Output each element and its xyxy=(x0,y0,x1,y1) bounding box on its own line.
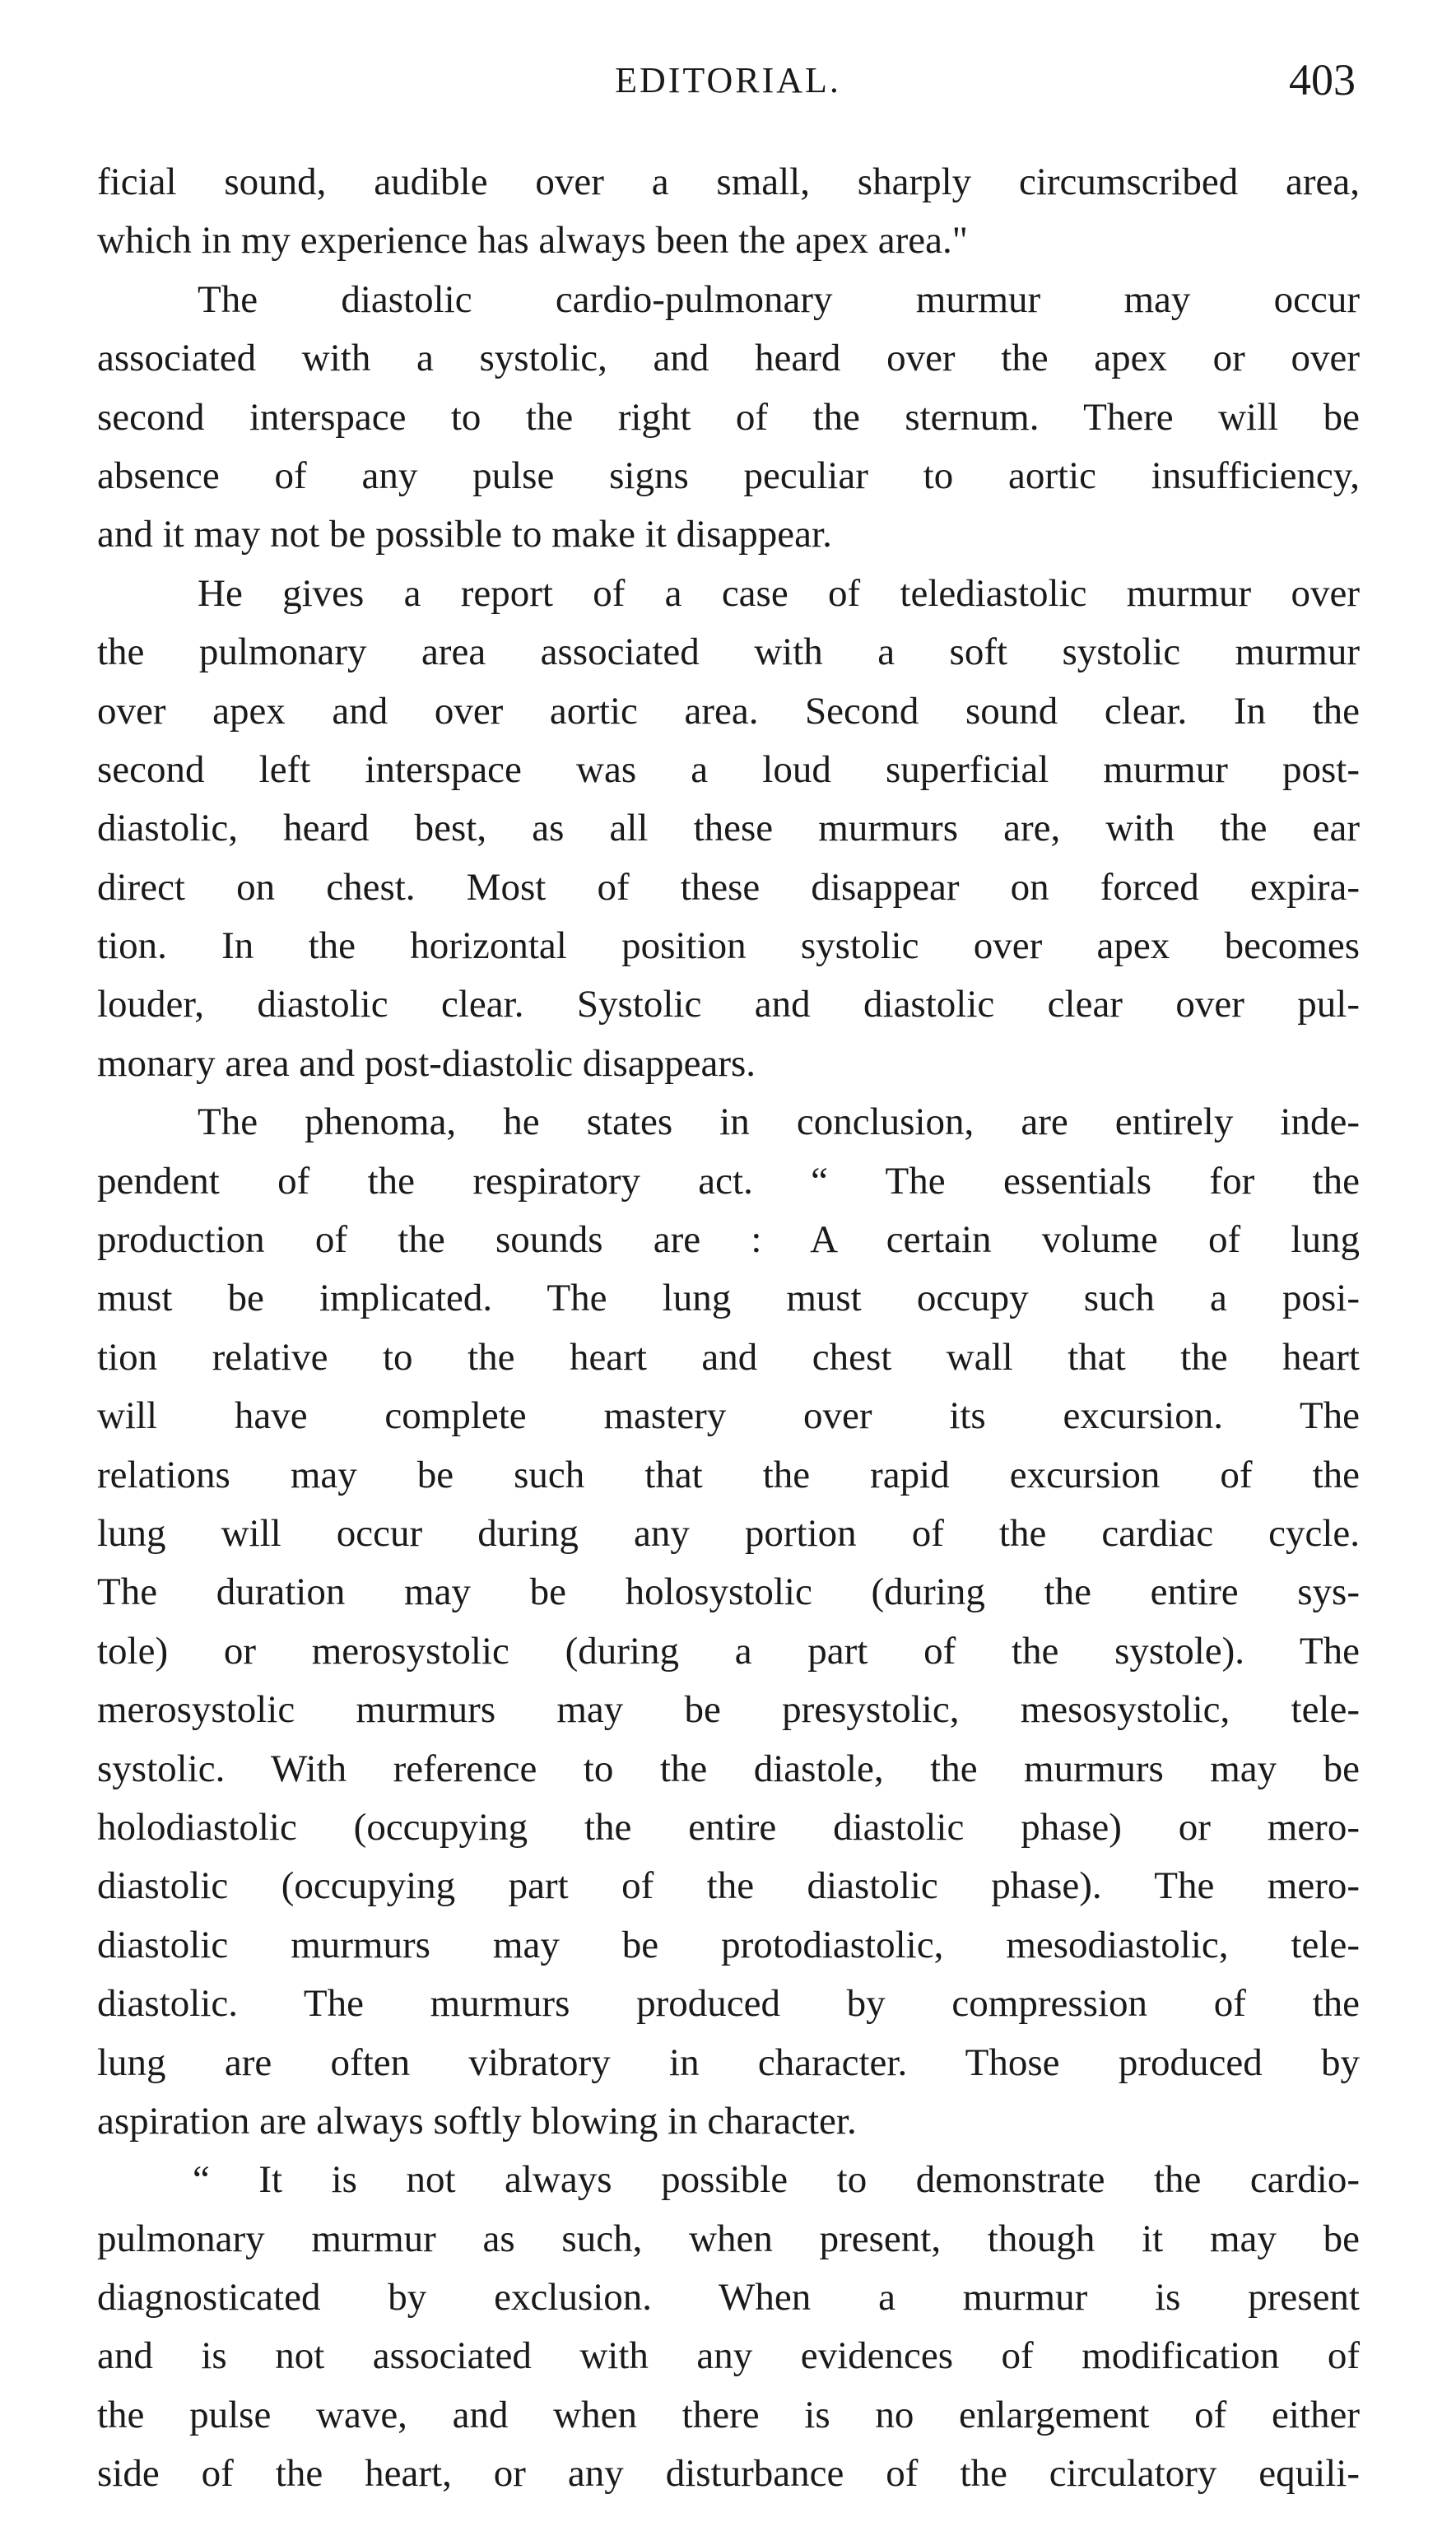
text-line: holodiastolic (occupying the entire diastolic phase) or mero- xyxy=(97,1805,1360,1849)
body-text xyxy=(97,153,1360,2504)
text-line: second interspace to the right of the sternum. There will be xyxy=(97,395,1360,439)
text-line: side of the heart, or any disturbance of the circulatory equili- xyxy=(97,2452,1360,2496)
text-line: must be implicated. The lung must occupy such a posi- xyxy=(97,1277,1360,1320)
text-line: the pulse wave, and when there is no enlargement of either xyxy=(97,2393,1360,2436)
text-line: and it may not be possible to make it disappear. xyxy=(97,513,832,556)
text-line: The duration may be holosystolic (during the entire sys- xyxy=(97,1570,1360,1614)
text-line: diastolic (occupying part of the diastolic phase). The mero- xyxy=(97,1864,1360,1908)
text-line: and is not associated with any evidences of modification of xyxy=(97,2334,1360,2378)
text-line: diastolic murmurs may be protodiastolic, mesodiastolic, tele- xyxy=(97,1923,1360,1966)
page-number: 403 xyxy=(1289,55,1356,105)
text-line: production of the sounds are : A certain volume of lung xyxy=(97,1218,1360,1262)
text-line: tole) or merosystolic (during a part of the systole). The xyxy=(97,1629,1360,1673)
text-line: tion. In the horizontal position systolic over apex becomes xyxy=(97,924,1360,968)
text-line: diastolic. The murmurs produced by compression of the xyxy=(97,1982,1360,2026)
text-line: absence of any pulse signs peculiar to aortic insufficiency, xyxy=(97,454,1360,497)
text-line: diastolic, heard best, as all these murmurs are, with the ear xyxy=(97,807,1360,850)
text-line: which in my experience has always been the apex area." xyxy=(97,219,968,263)
text-line: louder, diastolic clear. Systolic and diastolic clear over pul- xyxy=(97,983,1360,1026)
running-title: EDITORIAL. xyxy=(615,60,841,100)
text-line: tion relative to the heart and chest wall that the heart xyxy=(97,1335,1360,1379)
text-line: He gives a report of a case of telediastolic murmur over xyxy=(198,571,1360,615)
text-line: ficial sound, audible over a small, sharply circumscribed area, xyxy=(97,161,1360,203)
text-line: will have complete mastery over its excursion. The xyxy=(97,1394,1360,1438)
text-line: diagnosticated by exclusion. When a murmur is present xyxy=(97,2276,1360,2320)
text-line: merosystolic murmurs may be presystolic, mesosystolic, tele- xyxy=(97,1688,1360,1732)
running-head xyxy=(0,49,1456,115)
text-line: direct on chest. Most of these disappear on forced expira- xyxy=(97,865,1360,909)
text-line: The diastolic cardio-pulmonary murmur may occur xyxy=(198,277,1360,321)
text-line: monary area and post-diastolic disappears. xyxy=(97,1041,756,1085)
text-line: aspiration are always softly blowing in character. xyxy=(97,2099,857,2143)
text-line: lung are often vibratory in character. Those produced by xyxy=(97,2040,1360,2084)
text-line: pulmonary murmur as such, when present, though it may be xyxy=(97,2217,1360,2260)
text-line: associated with a systolic, and heard over the apex or over xyxy=(97,337,1360,380)
text-line: systolic. With reference to the diastole, the murmurs may be xyxy=(97,1747,1360,1790)
text-line: the pulmonary area associated with a soft systolic murmur xyxy=(97,631,1360,674)
text-line: pendent of the respiratory act. “ The essentials for the xyxy=(97,1159,1360,1203)
text-line: lung will occur during any portion of the cardiac cycle. xyxy=(97,1511,1360,1555)
text-line: relations may be such that the rapid excursion of the xyxy=(97,1453,1360,1496)
text-line: The phenoma, he states in conclusion, are entirely inde- xyxy=(198,1100,1360,1144)
text-line: “ It is not always possible to demonstrate the cardio- xyxy=(193,2158,1360,2202)
text-line: second left interspace was a loud superficial murmur post- xyxy=(97,747,1360,791)
text-line: over apex and over aortic area. Second sound clear. In the xyxy=(97,689,1360,733)
